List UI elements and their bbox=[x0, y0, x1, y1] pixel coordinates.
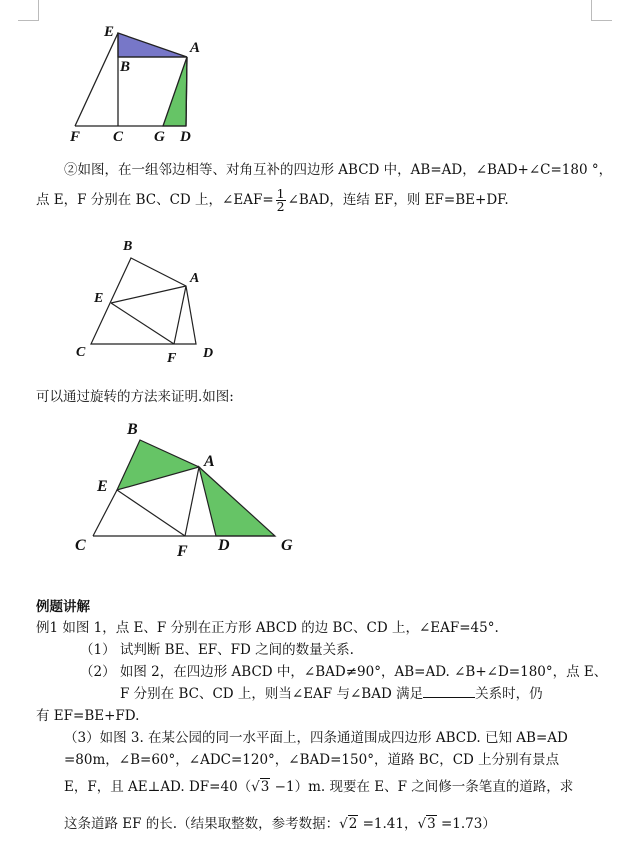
sqrt-symbol: √ bbox=[251, 779, 260, 795]
fig1-label-G: G bbox=[154, 129, 165, 145]
example-question-3-line1: （3）如图 3. 在某公园的同一水平面上，四条通道围成四边形 ABCD. 已知 AB=AD bbox=[64, 730, 568, 746]
q3-line3-post: −1）m. 现要在 E、F 之间修一条笔直的道路，求 bbox=[270, 779, 574, 795]
sqrt-radicand-3: 3 bbox=[260, 779, 270, 795]
fig3-label-G: G bbox=[281, 537, 293, 554]
fig3-green-triangle-ADG bbox=[199, 467, 275, 536]
fig2-quadrilateral bbox=[91, 258, 196, 344]
example-question-3-line4 bbox=[64, 815, 496, 833]
q2-line2-post: 关系时，仍 bbox=[475, 686, 543, 702]
fig3-label-E: E bbox=[97, 478, 108, 495]
example-question-3-line3 bbox=[64, 778, 573, 796]
fig1-label-C: C bbox=[113, 129, 124, 145]
half-fraction bbox=[276, 188, 286, 213]
fig3-label-C: C bbox=[75, 537, 86, 554]
figure-3 bbox=[93, 440, 275, 536]
example-heading: 例题讲解 bbox=[36, 599, 90, 615]
fig1-label-A: A bbox=[190, 40, 201, 56]
q3-line3-pre: E，F，且 AE⊥AD. DF=40（ bbox=[64, 779, 252, 795]
sqrt-symbol: √ bbox=[339, 816, 348, 832]
fig1-label-F: F bbox=[70, 129, 81, 145]
figure-1 bbox=[75, 33, 187, 126]
fig3-label-D: D bbox=[218, 537, 230, 554]
example-question-3-line2: =80m，∠B=60°，∠ADC=120°，∠BAD=150°，道路 BC，CD 上分别有景点 bbox=[64, 752, 560, 768]
fraction-denominator: 2 bbox=[276, 199, 285, 214]
sqrt-radicand-3b: 3 bbox=[427, 816, 436, 832]
q2-line2-pre: F 分别在 BC、CD 上，则当∠EAF 与∠BAD 满足 bbox=[120, 686, 424, 702]
example-line1: 例1 如图 1，点 E、F 分别在正方形 ABCD 的边 BC、CD 上，∠EAF=45°. bbox=[36, 620, 499, 636]
fig3-label-A: A bbox=[204, 453, 215, 470]
para2-line2-pre: 点 E，F 分别在 BC、CD 上，∠EAF= bbox=[36, 192, 274, 208]
fig3-line-CE bbox=[93, 490, 117, 536]
fig2-label-F: F bbox=[167, 351, 177, 366]
fig1-label-D: D bbox=[180, 129, 191, 145]
example-question-2-line1: （2） 如图 2，在四边形 ABCD 中，∠BAD≠90°，AB=AD. ∠B+∠D=180°，点 E、 bbox=[80, 664, 608, 680]
fig2-label-E: E bbox=[94, 291, 104, 306]
fig3-line-AF bbox=[185, 467, 199, 536]
para2-line2-post: ∠BAD，连结 EF，则 EF=BE+DF. bbox=[287, 192, 509, 208]
fig2-line-EF bbox=[111, 303, 174, 344]
fig3-label-F: F bbox=[177, 543, 188, 560]
fraction-numerator: 1 bbox=[276, 186, 285, 201]
example-question-2-line2 bbox=[120, 685, 543, 703]
sqrt-symbol: √ bbox=[417, 816, 427, 832]
fig2-label-C: C bbox=[76, 345, 86, 360]
example-question-1: （1） 试判断 BE、EF、FD 之间的数量关系. bbox=[80, 642, 354, 658]
reference-value-2: =1.73） bbox=[436, 816, 496, 832]
fig2-line-AF bbox=[174, 286, 186, 344]
fig3-green-triangle-BEA bbox=[117, 440, 199, 490]
sqrt-radicand-2: 2 bbox=[348, 816, 358, 832]
answer-blank bbox=[423, 685, 475, 698]
fig1-blue-triangle bbox=[118, 33, 187, 57]
fig1-label-B: B bbox=[120, 59, 131, 75]
fig1-green-triangle bbox=[163, 57, 187, 126]
fig2-label-A: A bbox=[190, 271, 200, 286]
para2-line2 bbox=[36, 188, 509, 213]
fig2-label-B: B bbox=[123, 239, 133, 254]
fig3-line-EF bbox=[117, 490, 185, 536]
reference-value-1: =1.41， bbox=[358, 816, 418, 832]
example-question-2-line3: 有 EF=BE+FD. bbox=[36, 708, 140, 724]
fig1-label-E: E bbox=[104, 24, 115, 40]
fig1-line-FE bbox=[75, 33, 118, 126]
fig2-label-D: D bbox=[203, 346, 214, 361]
q3-line4-pre: 这条道路 EF 的长.（结果取整数，参考数据： bbox=[64, 816, 340, 832]
para2-line1: ②如图，在一组邻边相等、对角互补的四边形 ABCD 中，AB=AD，∠BAD+∠C=180 °， bbox=[64, 162, 613, 178]
rotation-proof-text: 可以通过旋转的方法来证明.如图: bbox=[36, 389, 234, 405]
figure-2 bbox=[91, 258, 196, 344]
fig3-label-B: B bbox=[127, 421, 138, 438]
fig2-line-AE bbox=[111, 286, 186, 303]
